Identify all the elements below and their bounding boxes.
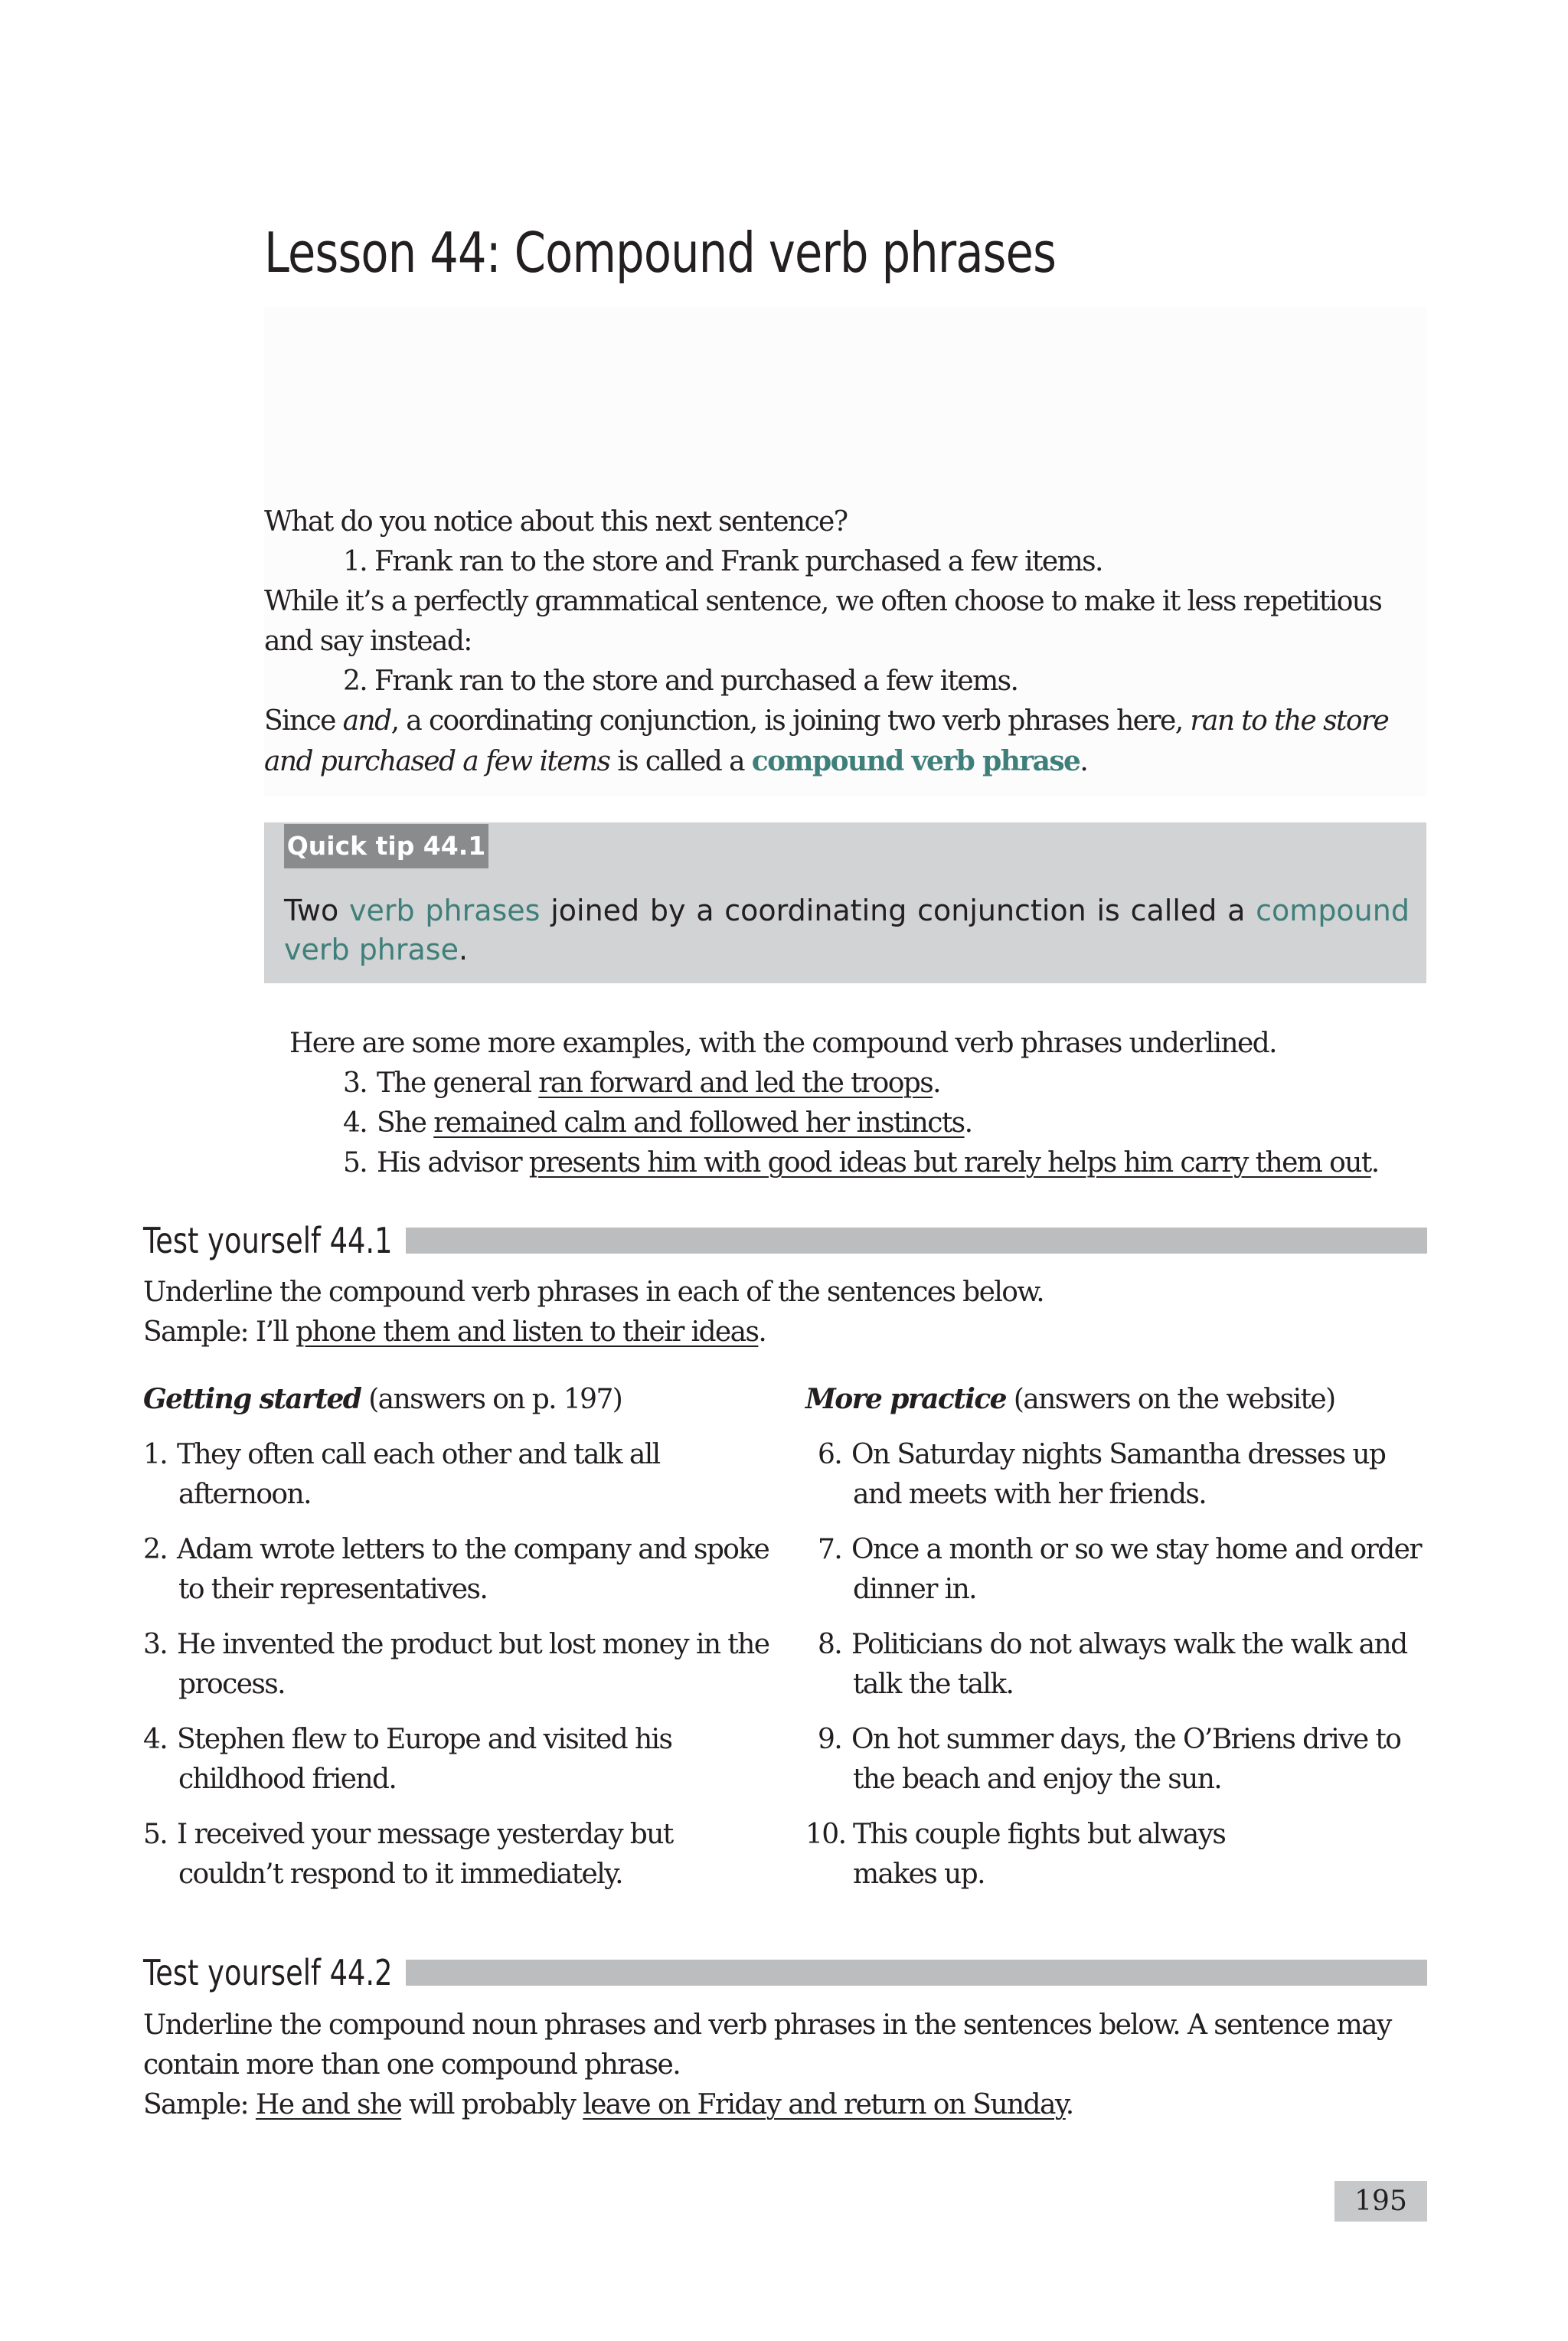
left-column-header: [143, 1379, 771, 1420]
intro-line-1: While it’s a perfectly grammatical sentence, we often choose to make it less repetitious: [264, 586, 1382, 617]
test-2-line-2: contain more than one compound phrase.: [143, 2049, 681, 2081]
right-header-bold: More practice: [805, 1383, 1006, 1415]
example-underlined: presents him with good ideas but rarely helps him carry them out: [528, 1147, 1371, 1179]
example-post: .: [964, 1107, 972, 1139]
item-line-2: childhood friend.: [178, 1764, 397, 1795]
item-line-2: to their representatives.: [178, 1574, 488, 1605]
test-2-bar: [406, 1960, 1427, 1986]
right-column: [805, 1379, 1433, 1895]
item-num: 7.: [818, 1534, 842, 1565]
item-num: 6.: [818, 1439, 842, 1470]
since-and: and: [342, 705, 391, 737]
item-line-1: Politicians do not always walk the walk and: [851, 1629, 1407, 1660]
example-num: 4.: [343, 1107, 368, 1139]
intro-question: What do you notice about this next sentence?: [264, 506, 848, 538]
exercise-item: [143, 1435, 771, 1515]
item-line-1: I received your message yesterday but: [177, 1819, 673, 1850]
exercise-item: [143, 1530, 771, 1610]
test-1-intro: [143, 1273, 1429, 1352]
sample-pre: Sample: I’ll: [143, 1316, 296, 1348]
item-line-1: Stephen flew to Europe and visited his: [177, 1724, 672, 1755]
test-1-title: Test yourself 44.1: [143, 1220, 393, 1261]
test-2-line-1: Underline the compound noun phrases and verb phrases in the sentences below. A sentence may: [143, 2009, 1391, 2041]
item-line-2: dinner in.: [853, 1574, 977, 1605]
example-item: [289, 1103, 1430, 1143]
item-line-1: Adam wrote letters to the company and spoke: [177, 1534, 769, 1565]
item-line-2: couldn’t respond to it immediately.: [178, 1859, 622, 1890]
test-1-instruction: Underline the compound verb phrases in each of the sentences below.: [143, 1277, 1044, 1308]
item-num: 1.: [143, 1439, 168, 1470]
sample-underlined-2: leave on Friday and return on Sunday: [583, 2089, 1066, 2120]
item-line-1: Once a month or so we stay home and order: [851, 1534, 1421, 1565]
item-num: 3.: [143, 1629, 168, 1660]
exercise-item: [805, 1530, 1433, 1610]
item-line-2: process.: [178, 1669, 285, 1700]
sample-underlined-1: He and she: [255, 2089, 402, 2120]
test-2-sample: [143, 2085, 1429, 2125]
term-compound-verb-phrase: compound verb phrase: [751, 745, 1080, 777]
item-line-1: This couple fights but always: [853, 1819, 1226, 1850]
since-text-a: Since: [264, 705, 343, 737]
quick-tip-text: [284, 891, 1410, 969]
example-pre: His advisor: [377, 1147, 529, 1179]
examples-lead: Here are some more examples, with the compound verb phrases underlined.: [289, 1028, 1276, 1059]
example-num: 5.: [343, 1147, 368, 1179]
item-line-2: makes up.: [853, 1859, 985, 1890]
test-2-title: Test yourself 44.2: [143, 1952, 393, 1993]
sample-post: .: [758, 1316, 766, 1348]
tip-term-compound-verb-phrase: compound verb phrase: [284, 894, 1410, 966]
item-num: 10.: [805, 1819, 846, 1850]
left-column: [143, 1379, 771, 1895]
sample-mid: will probably: [401, 2089, 583, 2120]
tip-text-end: .: [458, 933, 469, 966]
example-underlined: remained calm and followed her instincts: [433, 1107, 965, 1139]
tip-term-verb-phrases: verb phrases: [349, 894, 541, 927]
tip-text-b: joined by a coordinating conjunction is called a: [540, 894, 1256, 927]
item-line-2: the beach and enjoy the sun.: [853, 1764, 1222, 1795]
exercise-item: [805, 1625, 1433, 1705]
example-1: 1. Frank ran to the store and Frank purchased a few items.: [343, 546, 1102, 577]
example-pre: The general: [377, 1068, 539, 1099]
item-num: 4.: [143, 1724, 168, 1755]
exercise-item: [805, 1815, 1433, 1895]
since-text-b: , a coordinating conjunction, is joining two verb phrases here,: [390, 705, 1191, 737]
item-num: 5.: [143, 1819, 168, 1850]
since-italic-2: and purchased a few items: [264, 746, 610, 777]
test-2-intro: [143, 2006, 1429, 2125]
item-line-2: and meets with her friends.: [853, 1479, 1207, 1510]
example-item: [289, 1064, 1430, 1103]
exercise-item: [805, 1720, 1433, 1800]
tip-text-a: Two: [284, 894, 349, 927]
example-underlined: ran forward and led the troops: [538, 1068, 933, 1099]
sample-post: .: [1065, 2089, 1073, 2120]
item-num: 8.: [818, 1629, 842, 1660]
since-italic-1: ran to the store: [1190, 705, 1389, 737]
exercise-item: [143, 1720, 771, 1800]
intro-since-line-2: [264, 741, 1428, 782]
example-item: [289, 1143, 1430, 1183]
item-line-1: On Saturday nights Samantha dresses up: [851, 1439, 1386, 1470]
example-post: .: [1370, 1147, 1379, 1179]
sample-pre: Sample:: [143, 2089, 256, 2120]
since-text-c: is called a: [609, 746, 752, 777]
exercise-item: [143, 1815, 771, 1895]
intro-section: [264, 502, 1428, 782]
left-header-rest: (answers on p. 197): [361, 1384, 622, 1415]
example-2: 2. Frank ran to the store and purchased a few items.: [343, 665, 1018, 697]
example-num: 3.: [343, 1068, 368, 1099]
item-num: 9.: [818, 1724, 842, 1755]
page-title: Lesson 44: Compound verb phrases: [264, 221, 1057, 285]
item-line-2: afternoon.: [178, 1479, 311, 1510]
example-pre: She: [377, 1107, 434, 1139]
page-number: 195: [1334, 2181, 1427, 2222]
right-column-header: [805, 1379, 1433, 1420]
test-1-sample: [143, 1313, 1429, 1352]
sample-underlined: phone them and listen to their ideas: [296, 1316, 759, 1348]
item-line-2: talk the talk.: [853, 1669, 1014, 1700]
right-header-rest: (answers on the website): [1005, 1384, 1335, 1415]
item-num: 2.: [143, 1534, 168, 1565]
exercise-item: [143, 1625, 771, 1705]
example-post: .: [933, 1068, 940, 1099]
left-header-bold: Getting started: [143, 1383, 361, 1415]
quick-tip-label: Quick tip 44.1: [284, 824, 488, 868]
examples-section: [289, 1024, 1430, 1183]
since-end: .: [1080, 746, 1088, 777]
item-line-1: He invented the product but lost money in the: [177, 1629, 769, 1660]
test-1-bar: [406, 1228, 1427, 1254]
exercise-item: [805, 1435, 1433, 1515]
intro-since-line: [264, 701, 1428, 741]
item-line-1: On hot summer days, the O’Briens drive to: [851, 1724, 1401, 1755]
intro-line-2: and say instead:: [264, 626, 472, 657]
item-line-1: They often call each other and talk all: [177, 1439, 660, 1470]
